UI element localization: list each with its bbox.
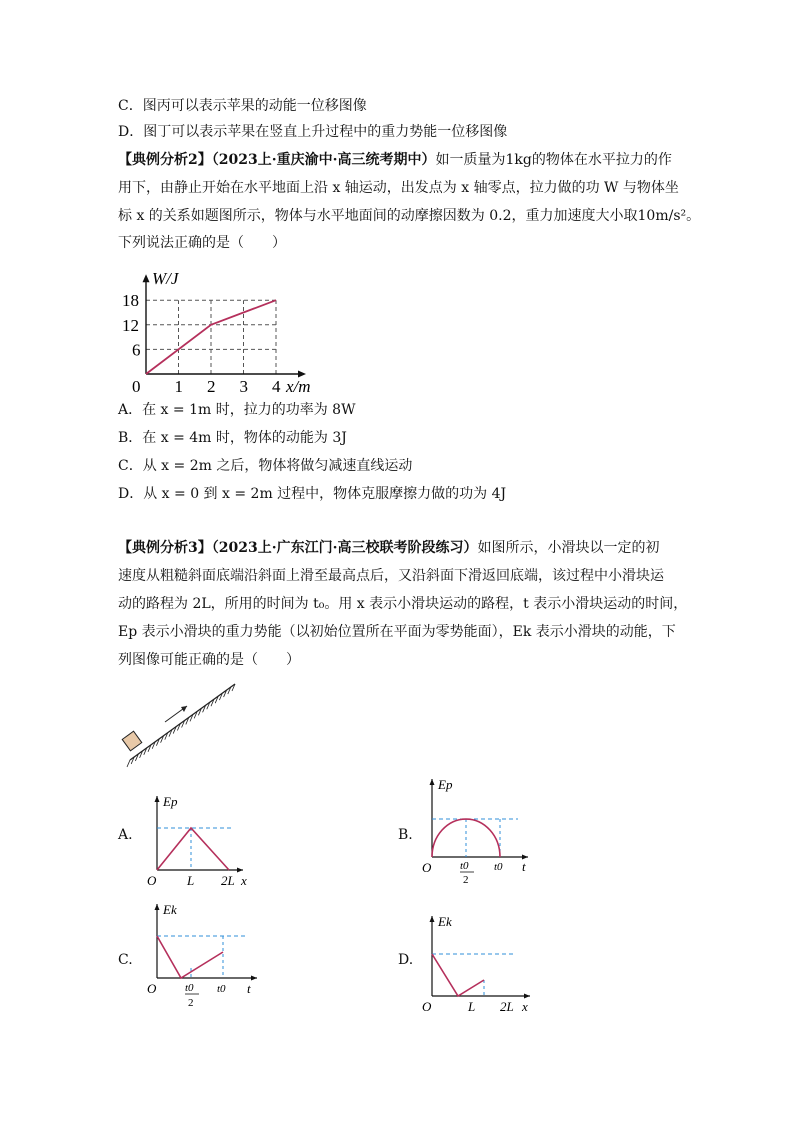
example3-line1 — [118, 538, 659, 558]
graph-a-option: A. — [118, 827, 133, 843]
option-d-prev: D．图丁可以表示苹果在竖直上升过程中的重力势能一位移图像 — [118, 124, 508, 140]
graph-d-tick-2: 2L — [500, 999, 514, 1014]
origin-label: 0 — [132, 377, 141, 396]
graph-a — [143, 792, 253, 892]
graph-a-ylabel: Ep — [163, 794, 178, 809]
y-axis-label: W/J — [152, 269, 179, 289]
example2-text1: 如一质量为1kg的物体在水平拉力的作 — [435, 152, 672, 168]
incline-surface — [127, 684, 235, 767]
graph-d-tick-1: L — [468, 999, 476, 1014]
graph-c-curve — [157, 936, 223, 978]
graph-c — [143, 900, 273, 1015]
graph-a-xlabel: x — [241, 873, 247, 888]
x-tick-label: 2 — [207, 377, 216, 396]
graph-b-tick-1-num: t0 — [460, 860, 469, 872]
graph-c-tick-1-num: t0 — [185, 982, 194, 994]
example2-line1 — [118, 150, 672, 170]
graph-a-curve — [157, 828, 229, 870]
graph-b-xlabel: t — [522, 859, 526, 874]
graph-b-origin: O — [422, 860, 432, 875]
graph-a-tick-1: L — [187, 873, 195, 888]
example2-line3: 标 x 的关系如题图所示，物体与水平地面间的动摩擦因数为 0.2，重力加速度大小取10m/s²。 — [118, 208, 701, 224]
graph-b-tick-1-den: 2 — [463, 874, 469, 885]
incline-diagram — [115, 672, 245, 772]
graph-c-ylabel: Ek — [163, 902, 177, 917]
example2-line2: 用下，由静止开始在水平地面上沿 x 轴运动，出发点为 x 轴零点，拉力做的功 W 与物体坐 — [118, 180, 679, 196]
graph-b-ylabel: Ep — [438, 777, 453, 792]
svg-text:Ep — [162, 794, 178, 809]
y-tick-label: 6 — [132, 340, 141, 360]
y-tick-label: 18 — [122, 291, 139, 311]
x-axis-label: x/m — [286, 377, 311, 396]
y-tick-label: 12 — [122, 315, 139, 335]
example2-option-c: C．从 x = 2m 之后，物体将做匀减速直线运动 — [118, 458, 413, 474]
example2-tag: 【典例分析2】 — [118, 152, 212, 168]
graph-d-curve — [432, 954, 484, 996]
example2-source: （2023上·重庆渝中·高三统考期中） — [211, 152, 436, 168]
graph-a-origin: O — [147, 873, 157, 888]
graph-b-option: B. — [398, 827, 413, 843]
example3-line3: 动的路程为 2L，所用的时间为 t₀。用 x 表示小滑块运动的路程，t 表示小滑块运动的时间， — [118, 596, 688, 612]
graph-d-option: D. — [398, 952, 414, 968]
graph-d — [418, 912, 548, 1017]
graph-a-tick-2: 2L — [221, 873, 235, 888]
x-tick-label: 3 — [239, 377, 248, 396]
graph-c-xlabel: t — [247, 981, 251, 996]
example3-text1: 如图所示，小滑块以一定的初 — [477, 540, 660, 556]
example2-option-a: A．在 x = 1m 时，拉力的功率为 8W — [118, 402, 356, 418]
slider-block — [122, 731, 142, 751]
graph-d-xlabel: x — [522, 999, 528, 1014]
graph-b-tick-2: t0 — [494, 861, 503, 873]
example2-option-d: D．从 x = 0 到 x = 2m 过程中，物体克服摩擦力做的功为 4J — [118, 486, 507, 502]
option-c-prev: C．图丙可以表示苹果的动能一位移图像 — [118, 98, 367, 114]
example3-line5: 列图像可能正确的是（ ） — [118, 652, 300, 668]
motion-arrow-icon — [165, 706, 187, 722]
example3-line2: 速度从粗糙斜面底端沿斜面上滑至最高点后，又沿斜面下滑返回底端，该过程中小滑块运 — [118, 568, 664, 584]
graph-c-option: C. — [118, 952, 133, 968]
graph-c-origin: O — [147, 981, 157, 996]
graph-d-ylabel: Ek — [438, 914, 452, 929]
example3-tag: 【典例分析3】 — [118, 540, 212, 556]
x-tick-label: 1 — [174, 377, 183, 396]
work-position-chart — [118, 256, 348, 396]
example2-line4: 下列说法正确的是（ ） — [118, 235, 286, 251]
y-axis-arrow-icon — [143, 274, 150, 282]
example3-line4: Ep 表示小滑块的重力势能（以初始位置所在平面为零势能面），Ek 表示小滑块的动能，下 — [118, 624, 676, 640]
example2-option-b: B．在 x = 4m 时，物体的动能为 3J — [118, 430, 347, 446]
graph-c-tick-2: t0 — [217, 983, 226, 995]
example3-source: （2023上·广东江门·高三校联考阶段练习） — [211, 540, 478, 556]
x-tick-label: 4 — [272, 377, 281, 396]
graph-c-tick-1-den: 2 — [188, 997, 194, 1009]
graph-d-origin: O — [422, 999, 432, 1014]
graph-b — [418, 775, 548, 885]
